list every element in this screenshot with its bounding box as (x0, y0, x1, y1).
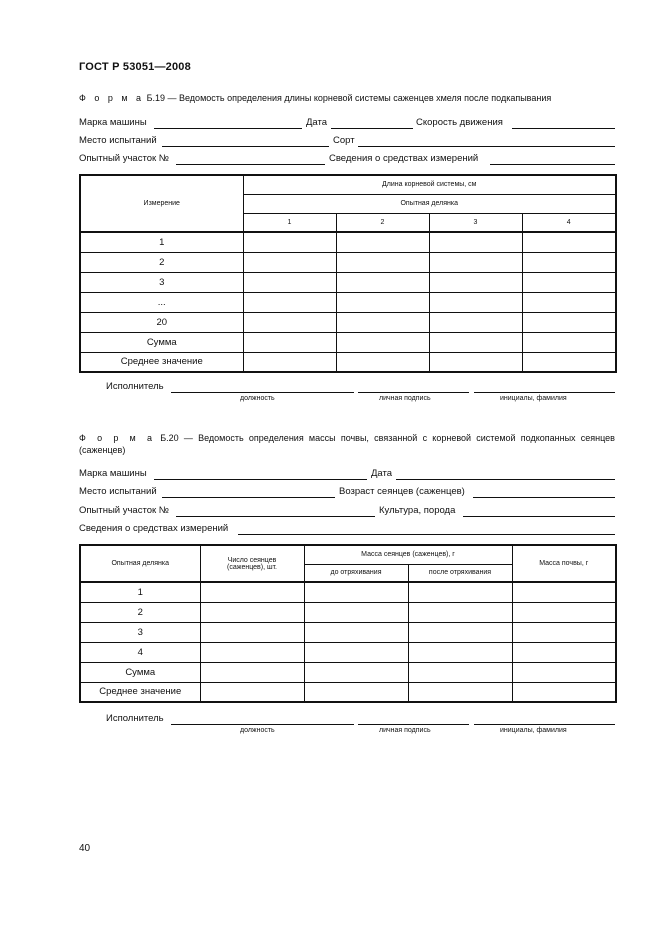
f19-cell[interactable] (243, 332, 336, 352)
f20-cell[interactable] (512, 682, 616, 702)
f19-cell[interactable] (429, 292, 522, 312)
form-19-table (79, 174, 617, 373)
f20-instruments-label: Сведения о средствах измерений (79, 523, 229, 534)
f19-position-caption: должность (240, 395, 275, 402)
f20-row-label: 2 (80, 602, 200, 622)
f20-position-caption: должность (240, 727, 275, 734)
table-row (80, 272, 616, 292)
f20-col-before: до отряхивания (304, 564, 408, 582)
f19-initials-caption: инициалы, фамилия (500, 395, 567, 402)
f20-col-count-line1: Число сеянцев (227, 556, 277, 564)
f19-cell[interactable] (243, 292, 336, 312)
form-20-title-word: Ф о р м а (79, 433, 155, 443)
f19-cell[interactable] (336, 272, 429, 292)
f20-cell[interactable] (200, 582, 304, 602)
f19-cell[interactable] (522, 352, 616, 372)
page-number: 40 (79, 843, 91, 854)
f20-machine-line[interactable] (154, 479, 367, 480)
f20-position-line[interactable] (171, 724, 354, 725)
form-20-title (79, 432, 615, 444)
f19-cell[interactable] (336, 252, 429, 272)
table-row (80, 292, 616, 312)
f19-cell[interactable] (243, 252, 336, 272)
f19-cell[interactable] (522, 332, 616, 352)
table-row (80, 312, 616, 332)
table-row (80, 602, 616, 622)
form-19-title-text: Б.19 — Ведомость определения длины корневой системы саженцев хмеля после подкапывания (146, 93, 552, 103)
f20-col-soil: Масса почвы, г (512, 545, 616, 582)
f19-cell[interactable] (243, 232, 336, 252)
f19-executor-label: Исполнитель (106, 381, 164, 392)
f20-plot-label: Опытный участок № (79, 505, 169, 516)
f20-col-count (200, 545, 304, 582)
f19-cell[interactable] (429, 332, 522, 352)
f19-row-label: ... (80, 292, 243, 312)
f19-plot-number: 2 (336, 213, 429, 232)
f20-initials-line[interactable] (474, 724, 615, 725)
f19-row-label: 2 (80, 252, 243, 272)
f19-speed-label: Скорость движения (416, 117, 503, 128)
form-19-title-word: Ф о р м а (79, 93, 145, 103)
document-header: ГОСТ Р 53051—2008 (79, 61, 191, 73)
f20-cell[interactable] (304, 682, 408, 702)
f20-culture-label: Культура, порода (379, 505, 456, 516)
f20-row-label: 3 (80, 622, 200, 642)
f20-row-label: Сумма (80, 662, 200, 682)
f19-cell[interactable] (243, 312, 336, 332)
f20-executor-label: Исполнитель (106, 713, 164, 724)
f20-initials-caption: инициалы, фамилия (500, 727, 567, 734)
f20-cell[interactable] (408, 622, 512, 642)
f20-cell[interactable] (200, 682, 304, 702)
table-row (80, 252, 616, 272)
f19-instruments-label: Сведения о средствах измерений (329, 153, 479, 164)
f20-signature-line[interactable] (358, 724, 469, 725)
f19-cell[interactable] (336, 232, 429, 252)
f20-cell[interactable] (304, 662, 408, 682)
f20-cell[interactable] (200, 642, 304, 662)
f19-place-label: Место испытаний (79, 135, 157, 146)
f19-row-label: Среднее значение (80, 352, 243, 372)
f19-col-plot: Опытная делянка (243, 194, 616, 213)
f20-col-mass: Масса сеянцев (саженцев), г (304, 545, 512, 564)
form-20-title-line2: (саженцев) (79, 445, 126, 455)
f20-row-label: 4 (80, 642, 200, 662)
f20-cell[interactable] (512, 602, 616, 622)
f20-culture-line[interactable] (463, 516, 615, 517)
f19-plot-number: 4 (522, 213, 616, 232)
form-20-table (79, 544, 617, 703)
f20-row-label: Среднее значение (80, 682, 200, 702)
f20-place-line[interactable] (162, 497, 335, 498)
f20-machine-label: Марка машины (79, 468, 147, 479)
table-row (80, 642, 616, 662)
f19-position-line[interactable] (171, 392, 354, 393)
f19-variety-line[interactable] (358, 146, 615, 147)
f20-col-plot: Опытная делянка (80, 545, 200, 582)
f19-cell[interactable] (429, 312, 522, 332)
f20-cell[interactable] (512, 662, 616, 682)
f20-instruments-line[interactable] (238, 534, 615, 535)
f19-cell[interactable] (522, 272, 616, 292)
f19-col-measure: Измерение (80, 175, 243, 232)
f19-signature-line[interactable] (358, 392, 469, 393)
f20-plot-line[interactable] (176, 516, 375, 517)
f20-date-label: Дата (371, 468, 393, 479)
f19-plot-label: Опытный участок № (79, 153, 169, 164)
f19-cell[interactable] (336, 312, 429, 332)
f19-cell[interactable] (429, 232, 522, 252)
f19-speed-line[interactable] (512, 128, 615, 129)
f20-col-after: после отряхивания (408, 564, 512, 582)
f20-row-label: 1 (80, 582, 200, 602)
f20-cell[interactable] (512, 582, 616, 602)
f19-cell[interactable] (243, 272, 336, 292)
f20-date-line[interactable] (396, 479, 615, 480)
table-row (80, 682, 616, 702)
form-20-title-text: Б.20 — Ведомость определения массы почвы, связанной с корневой системой подкопанных сеянцев (160, 433, 615, 443)
f19-row-label: 3 (80, 272, 243, 292)
f20-cell[interactable] (200, 662, 304, 682)
f19-plot-line[interactable] (176, 164, 325, 165)
f19-machine-label: Марка машины (79, 117, 147, 128)
f19-date-line[interactable] (331, 128, 413, 129)
f20-cell[interactable] (304, 622, 408, 642)
f20-cell[interactable] (408, 662, 512, 682)
table-row (80, 582, 616, 602)
table-row (80, 332, 616, 352)
f19-variety-label: Сорт (333, 135, 355, 146)
f20-cell[interactable] (408, 642, 512, 662)
f20-cell[interactable] (408, 582, 512, 602)
f20-place-label: Место испытаний (79, 486, 157, 497)
f20-col-count-line2: (саженцев), шт. (227, 563, 277, 571)
f19-cell[interactable] (522, 292, 616, 312)
table-row (80, 232, 616, 252)
f19-date-label: Дата (306, 117, 328, 128)
f20-cell[interactable] (408, 682, 512, 702)
f19-cell[interactable] (522, 232, 616, 252)
f19-cell[interactable] (522, 252, 616, 272)
f20-cell[interactable] (200, 622, 304, 642)
f19-plot-number: 3 (429, 213, 522, 232)
f20-cell[interactable] (512, 622, 616, 642)
table-row (80, 662, 616, 682)
table-row (80, 352, 616, 372)
table-row (80, 622, 616, 642)
f19-instruments-line[interactable] (490, 164, 615, 165)
f19-signature-caption: личная подпись (379, 395, 431, 402)
f19-place-line[interactable] (162, 146, 329, 147)
f19-cell[interactable] (336, 332, 429, 352)
f19-plot-number: 1 (243, 213, 336, 232)
f19-cell[interactable] (522, 312, 616, 332)
f20-age-label: Возраст сеянцев (саженцев) (339, 486, 465, 497)
f19-row-label: 20 (80, 312, 243, 332)
f20-cell[interactable] (512, 642, 616, 662)
f20-age-line[interactable] (473, 497, 615, 498)
f20-cell[interactable] (304, 602, 408, 622)
f19-col-length: Длина корневой системы, см (243, 175, 616, 194)
f19-row-label: 1 (80, 232, 243, 252)
f20-cell[interactable] (304, 642, 408, 662)
f20-signature-caption: личная подпись (379, 727, 431, 734)
form-19-title (79, 92, 551, 104)
f19-row-label: Сумма (80, 332, 243, 352)
f20-cell[interactable] (200, 602, 304, 622)
f19-cell[interactable] (243, 352, 336, 372)
f19-machine-line[interactable] (154, 128, 302, 129)
f19-cell[interactable] (336, 292, 429, 312)
f20-cell[interactable] (304, 582, 408, 602)
f19-cell[interactable] (336, 352, 429, 372)
f20-cell[interactable] (408, 602, 512, 622)
f19-cell[interactable] (429, 352, 522, 372)
f19-cell[interactable] (429, 252, 522, 272)
f19-cell[interactable] (429, 272, 522, 292)
f19-initials-line[interactable] (474, 392, 615, 393)
